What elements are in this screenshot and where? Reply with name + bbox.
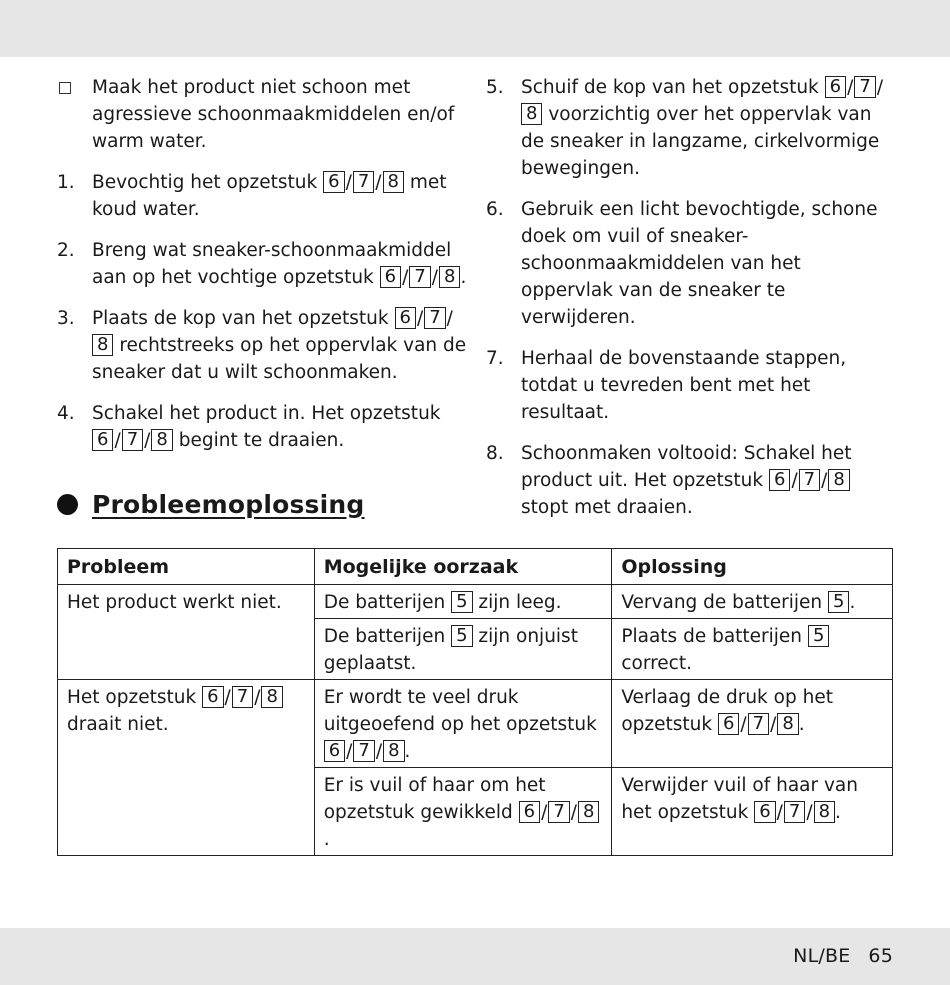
part-ref: 7 <box>854 76 875 98</box>
part-ref: 8 <box>261 686 282 708</box>
step-text: Breng wat sneaker-schoonmaakmiddel aan op het vochtige opzetstuk 6 / 7 / 8 . <box>92 240 467 288</box>
column-header-cause: Mogelijke oorzaak <box>314 549 612 585</box>
part-ref: 6 <box>324 740 345 762</box>
part-ref: 7 <box>799 469 820 491</box>
step-text: Gebruik een licht bevochtigde, schone doek om vuil of sneaker-schoonmaakmiddelen van het oppervlak van de sneaker te verwijderen. <box>521 199 878 328</box>
left-column <box>57 74 467 468</box>
right-column <box>486 74 898 535</box>
solution-cell: Vervang de batterijen 5 . <box>612 585 893 619</box>
part-ref: 5 <box>808 625 829 647</box>
list-item <box>57 237 467 291</box>
part-ref: 8 <box>383 171 404 193</box>
part-ref: 6 <box>769 469 790 491</box>
bullet-dot-icon <box>57 494 78 515</box>
list-item <box>57 169 467 223</box>
step-text: Herhaal de bovenstaande stappen, totdat u tevreden bent met het resultaat. <box>521 348 847 423</box>
part-ref: 8 <box>814 801 835 823</box>
column-header-solution: Oplossing <box>612 549 893 585</box>
table-row <box>58 585 893 619</box>
table-row <box>58 680 893 768</box>
step-number: 1. <box>57 172 75 193</box>
part-ref: 6 <box>323 171 344 193</box>
step-text: Schoonmaken voltooid: Schakel het product uit. Het opzetstuk 6 / 7 / 8 stopt met draaien. <box>521 443 852 518</box>
part-ref: 8 <box>151 429 172 451</box>
part-ref: 6 <box>395 307 416 329</box>
section-heading <box>57 490 365 519</box>
list-item <box>486 74 898 182</box>
solution-cell: Plaats de batterijen 5 correct. <box>612 619 893 680</box>
page-number: 65 <box>868 945 893 967</box>
part-ref: 7 <box>424 307 445 329</box>
step-text: Schakel het product in. Het opzetstuk 6 / 7 / 8 begint te draaien. <box>92 403 441 451</box>
part-ref: 5 <box>828 591 849 613</box>
part-ref: 8 <box>578 801 599 823</box>
solution-cell: Verlaag de druk op het opzetstuk 6 / 7 / 8 . <box>612 680 893 768</box>
bullet-text: Maak het product niet schoon met agressieve schoonmaakmiddelen en/of warm water. <box>92 77 455 152</box>
list-item <box>486 440 898 521</box>
problem-cell: Het product werkt niet. <box>58 585 315 680</box>
column-header-problem: Probleem <box>58 549 315 585</box>
part-ref: 8 <box>521 103 542 125</box>
part-ref: 6 <box>202 686 223 708</box>
part-ref: 6 <box>754 801 775 823</box>
part-ref: 8 <box>439 266 460 288</box>
step-text: Bevochtig het opzetstuk 6 / 7 / 8 met koud water. <box>92 171 447 220</box>
part-ref: 8 <box>828 469 849 491</box>
list-item <box>57 400 467 454</box>
list-item <box>57 305 467 386</box>
bullet-marker <box>57 74 92 155</box>
part-ref: 7 <box>353 740 374 762</box>
checkbox-bullet-icon <box>59 82 71 94</box>
part-ref: 5 <box>451 625 472 647</box>
part-ref: 8 <box>777 713 798 735</box>
cause-cell: Er is vuil of haar om het opzetstuk gewikkeld 6 / 7 / 8. <box>314 768 612 856</box>
cause-cell: De batterijen 5 zijn onjuist geplaatst. <box>314 619 612 680</box>
part-ref: 8 <box>92 334 113 356</box>
problem-cell: Het opzetstuk 6 / 7 / 8 draait niet. <box>58 680 315 856</box>
solution-cell: Verwijder vuil of haar van het opzetstuk 6 / 7 / 8 . <box>612 768 893 856</box>
step-text: Plaats de kop van het opzetstuk 6 / 7 /8 rechtstreeks op het oppervlak van de sneaker dat u wilt schoonmaken. <box>92 307 467 383</box>
step-number: 8. <box>486 443 504 464</box>
troubleshooting-table <box>57 548 893 856</box>
part-ref: 7 <box>548 801 569 823</box>
cause-cell: De batterijen 5 zijn leeg. <box>314 585 612 619</box>
part-ref: 6 <box>825 76 846 98</box>
list-item <box>486 196 898 331</box>
step-number: 4. <box>57 403 75 424</box>
part-ref: 6 <box>380 266 401 288</box>
part-ref: 7 <box>784 801 805 823</box>
top-band <box>0 0 950 57</box>
step-number: 5. <box>486 77 504 98</box>
cause-cell: Er wordt te veel druk uitgeoefend op het opzetstuk 6 / 7 / 8 . <box>314 680 612 768</box>
part-ref: 6 <box>519 801 540 823</box>
step-text: Schuif de kop van het opzetstuk 6 / 7 /8 voorzichtig over het oppervlak van de sneaker in langzame, cirkelvormige bewegingen. <box>521 76 884 179</box>
part-ref: 7 <box>409 266 430 288</box>
table-header-row <box>58 549 893 585</box>
part-ref: 7 <box>353 171 374 193</box>
section-title: Probleemoplossing <box>92 490 365 519</box>
step-number: 6. <box>486 199 504 220</box>
part-ref: 6 <box>92 429 113 451</box>
list-item <box>486 345 898 426</box>
language-code: NL/BE <box>793 945 851 967</box>
list-item <box>57 74 467 155</box>
page-footer <box>793 945 893 967</box>
part-ref: 7 <box>748 713 769 735</box>
part-ref: 5 <box>451 591 472 613</box>
part-ref: 8 <box>383 740 404 762</box>
step-number: 2. <box>57 240 75 261</box>
part-ref: 7 <box>232 686 253 708</box>
step-number: 7. <box>486 348 504 369</box>
part-ref: 7 <box>122 429 143 451</box>
step-number: 3. <box>57 308 75 329</box>
part-ref: 6 <box>718 713 739 735</box>
